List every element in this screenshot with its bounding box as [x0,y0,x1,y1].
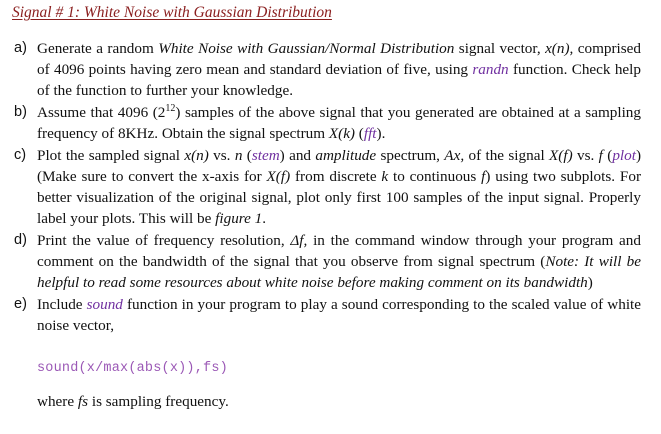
text: signal vector, [454,40,546,57]
function-name-stem: stem [251,147,280,164]
text: ( [355,125,364,142]
text: where [37,393,78,410]
text: in the command window through your program and comment on the bandwidth of the signal that you observe from signal spectrum ( [37,232,641,270]
text: ) and [279,147,316,164]
emphasis: x(n), [545,40,574,57]
emphasis: Ax, [444,147,465,164]
task-item-d [0,230,661,293]
emphasis: Δf, [290,232,308,249]
emphasis: X(k) [328,125,355,142]
emphasis: f [481,168,486,185]
text: ) samples of the above signal that you generated are obtained at a sampling frequency of 8KHz. Obtain the signal spectrum [37,104,641,142]
emphasis: amplitude [315,147,377,164]
task-marker-a: a) [14,40,27,56]
exponent: 12 [165,102,176,114]
function-name-plot: plot [612,147,636,164]
text: to continuous [388,168,482,185]
text: ( [242,147,252,164]
task-marker-e: e) [14,296,27,312]
text: vs. [572,147,599,164]
text: spectrum, [376,147,445,164]
task-item-b [0,102,661,144]
text: Assume that 4096 (2 [37,104,166,121]
task-item-c [0,145,661,229]
emphasis: X(f) [549,147,573,164]
text: vs. [208,147,235,164]
text: ) using two subplots. For better visualization of the original signal, plot only first 100 samples of the input signal. Properly label your plots. This will be [37,168,642,227]
text: Generate a random [37,40,159,57]
task-marker-d: d) [14,232,27,248]
text: of the signal [464,147,550,164]
task-marker-b: b) [14,104,27,120]
task-marker-c: c) [14,147,27,163]
task-item-a [0,38,661,101]
emphasis: figure 1 [215,210,263,227]
text: ( [602,147,613,164]
function-name-fft: fft [363,125,377,142]
emphasis: White Noise with Gaussian/Normal Distribution [158,40,455,57]
function-name-sound: sound [86,296,123,313]
document-title: Signal # 1: White Noise with Gaussian Distribution [12,4,332,21]
text: comprised of 4096 points having zero mean and standard deviation of five, using [37,40,641,78]
text: from discrete [290,168,382,185]
code-snippet [37,356,641,377]
emphasis: k [381,168,389,185]
emphasis: fs [77,393,89,410]
text: Print the value of frequency resolution, [37,232,291,249]
code-text: sound(x/max(abs(x)),fs) [37,361,228,376]
emphasis: n [234,147,243,164]
emphasis: x(n) [184,147,209,164]
task-item-e [0,294,661,412]
text: ). [376,125,386,142]
emphasis: f [598,147,603,164]
text: ) (Make sure to convert the x-axis for [37,147,642,185]
emphasis: X(f) [266,168,291,185]
text: function. Check help of the function to further your knowledge. [37,61,641,99]
function-name-randn: randn [472,61,509,78]
task-list [0,38,661,412]
text: ) [587,274,593,291]
text: is sampling frequency. [88,393,229,410]
where-line [37,391,641,412]
note-text: Note: It will be helpful to read some resources about white noise before making comment on its bandwidth [37,253,641,291]
text: . [262,210,267,227]
text: Include [37,296,87,313]
text: Plot the sampled signal [37,147,185,164]
text: function in your program to play a sound corresponding to the scaled value of white noise vector, [37,296,641,334]
